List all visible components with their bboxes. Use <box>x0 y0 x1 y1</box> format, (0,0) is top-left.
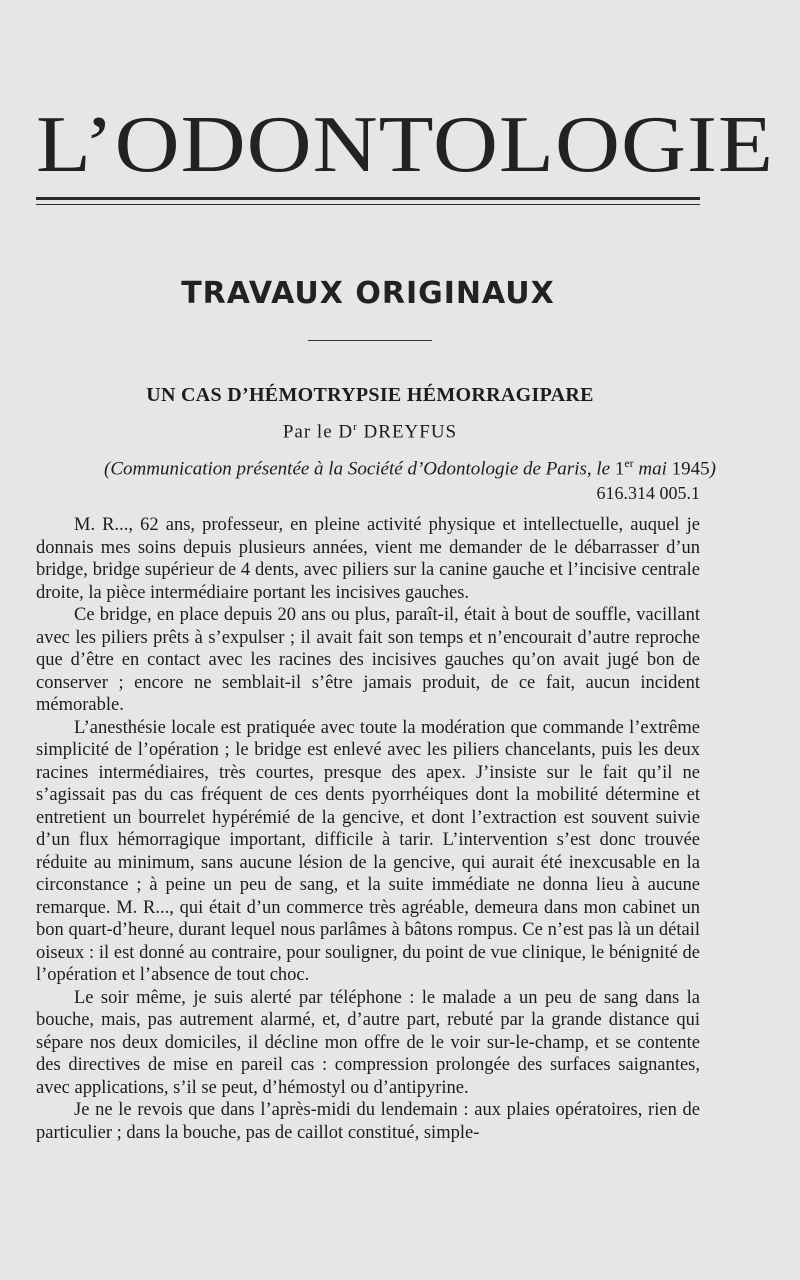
communication-day-sup: er <box>624 456 634 470</box>
communication-close: ) <box>709 458 716 480</box>
article-title: UN CAS D’HÉMOTRYPSIE HÉMORRAGIPARE <box>146 384 594 406</box>
communication-text: (Communication présentée à la Société d’Odontologie de Paris, le <box>104 458 615 480</box>
title-rule-thick <box>36 197 700 200</box>
body-paragraph: Ce bridge, en place depuis 20 ans ou plus, paraît-il, était à bout de souffle, vacillant avec les piliers prêts à s’expulser ; il avait fait son temps et n’encourait d’autre reproche que d’être en contact avec les racines des incisives gauches qu’on avait jugé bon de conserver ; encore ne semblait-il s’être jamais produit, de ce fait, aucun incident mémorable. <box>36 605 700 715</box>
body-paragraph: M. R..., 62 ans, professeur, en pleine activité physique et intellectuelle, auquel je donnais mes soins depuis plusieurs années, vient me demander de le débarrasser d’un bridge, bridge supérieur de 4 dents, avec piliers sur la canine gauche et l’incisive centrale droite, la pièce intermédiaire portant les incisives gauches. <box>36 515 700 603</box>
article-body <box>36 514 700 1144</box>
section-title: TRAVAUX ORIGINAUX <box>181 276 555 311</box>
title-rule-thin <box>36 204 700 205</box>
article-author <box>0 421 740 443</box>
body-paragraph: Le soir même, je suis alerté par téléphone : le malade a un peu de sang dans la bouche, mais, pas autrement alarmé, et, d’autre part, rebuté par la grande distance qui sépare nos deux domiciles, il décline mon offre de le voir sur-le-champ, et se contente des directives de mise en pareil cas : compression prolongée des surfaces saignantes, avec applications, s’il se peut, d’hémostyl ou d’antipyrine. <box>36 987 700 1098</box>
communication-year: 1945 <box>671 458 710 480</box>
author-prefix: Par le D <box>282 421 354 443</box>
communication-month: mai <box>633 458 672 480</box>
body-paragraph: L’anesthésie locale est pratiquée avec toute la modération que commande l’extrême simplicité de l’opération ; le bridge est enlevé avec les piliers chancelants, puis les deux racines intermédiaires, très courtes, presque des apex. J’insiste sur le fait qu’il ne s’agissait pas du cas fréquent de ces dents pyorrhéiques dont la mobilité détermine et entretient un bourrelet hypérémié de la gencive, et dont l’extraction est souvent suivie d’un flux hémorragique important, difficile à tarir. L’intervention s’est donc trouvée réduite au minimum, sans aucune lésion de la gencive, qui aurait été inexcusable en la circonstance ; à peine un peu de sang, et la suite immédiate ne donna lieu à aucune remarque. M. R..., qui était d’un commerce très agréable, demeura dans mon cabinet un bon quart-d’heure, durant lequel nous parlâmes à bâtons rompus. Ce n’est pas là un détail oiseux : il est donné au contraire, pour souligner, du point de vue clinique, le bénignité de l’opération et l’absence de tout choc. <box>36 717 700 985</box>
author-prefix-sup: r <box>353 421 358 433</box>
communication-note <box>36 456 716 480</box>
section-divider <box>308 340 432 341</box>
classification-code: 616.314 005.1 <box>596 483 700 503</box>
author-name: DREYFUS <box>363 421 458 443</box>
journal-title: L’ODONTOLOGIE <box>36 100 774 190</box>
communication-day: 1 <box>614 458 625 480</box>
body-paragraph: Je ne le revois que dans l’après-midi du lendemain : aux plaies opératoires, rien de particulier ; dans la bouche, pas de caillot constitué, simple- <box>36 1100 700 1143</box>
